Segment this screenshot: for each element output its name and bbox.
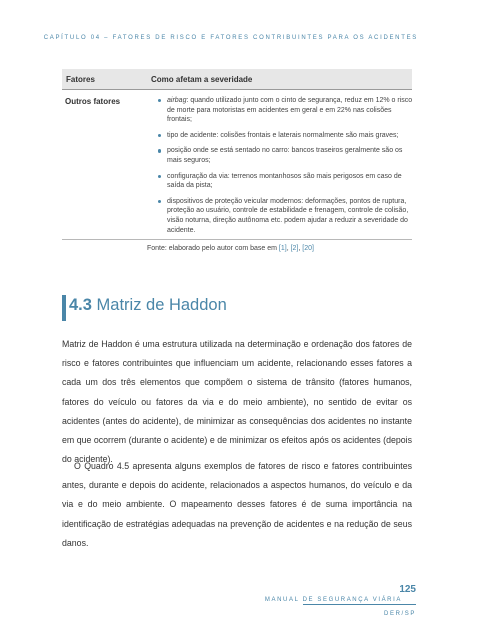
body-paragraph-1: Matriz de Haddon é uma estrutura utilizada na determinação e ordenação dos fatores de risco e fatores contribuintes que influenciam um acidente, relacionando esses fatores a cada um dos três elementos que compõem o sistema de trânsito (fatores humanos, fatores do veículo ou fatores da via e do meio ambiente), no sentido de evitar os acidentes (antes do acidente), de minimizar as consequências dos acidentes no instante em que ocorrem (durante o acidente) e de minimizar os efeitos após os acidentes (depois do acidente).: [62, 339, 412, 465]
footer-manual-title: MANUAL DE SEGURANÇA VIÁRIA: [264, 597, 402, 603]
reference-link-20[interactable]: [20]: [302, 245, 314, 252]
severity-bullet-list: [157, 96, 415, 241]
bullet-text: posição onde se está sentado no carro: bancos traseiros geralmente são os mais seguros;: [167, 147, 403, 164]
page-number: 125: [399, 584, 416, 595]
chapter-header: CAPÍTULO 04 – FATORES DE RISCO E FATORES CONTRIBUINTES PARA OS ACIDENTES: [43, 35, 418, 41]
column-header-severity: Como afetam a severidade: [151, 75, 253, 84]
bullet-item-road-configuration: [157, 172, 415, 191]
airbag-term: airbag: [167, 97, 187, 104]
reference-separator: ,: [298, 245, 303, 252]
table-header-row: [62, 69, 412, 90]
section-heading: [69, 296, 227, 315]
bullet-item-airbag: [157, 96, 415, 125]
bullet-text: configuração da via: terrenos montanhosos são mais perigosos em caso de saída da pista;: [167, 172, 402, 190]
column-header-factors: Fatores: [66, 75, 95, 84]
bullet-text: tipo de acidente: colisões frontais e laterais normalmente são mais graves;: [167, 131, 399, 139]
bullet-text: dispositivos de proteção veicular modernos: deformações, pontos de ruptura, proteção ao usuário, controle de estabilidade e frenagem, controle de colisão, visão noturna, direção autônoma etc. podem ajudar a reduzir a severidade do acidente.: [167, 197, 409, 234]
bullet-item-protection-devices: [157, 197, 415, 235]
body-paragraph-2: O Quadro 4.5 apresenta alguns exemplos de fatores de risco e fatores contribuintes antes, durante e depois do acidente, relacionados a aspectos humanos, do veículo e da via e do meio ambiente. O mapeamento desses fatores é de suma importância na identificação de estratégias adequadas na prevenção de acidentes e na redução de seus danos.: [62, 461, 412, 548]
source-prefix: Fonte: elaborado pelo autor com base em: [147, 245, 279, 252]
reference-separator: ,: [286, 245, 291, 252]
table-bottom-rule: [62, 239, 412, 240]
reference-link-2[interactable]: [2]: [290, 245, 299, 252]
reference-link-1[interactable]: [1]: [278, 245, 287, 252]
section-title: Matriz de Haddon: [96, 296, 227, 314]
section-accent-bar: [62, 295, 66, 321]
footer-organization: DER/SP: [384, 611, 416, 617]
section-number: 4.3: [69, 296, 92, 314]
bullet-item-seat-position: [157, 146, 415, 165]
row-label-other-factors: Outros fatores: [65, 97, 121, 106]
footer-rule: [303, 604, 416, 605]
bullet-text: : quando utilizado junto com o cinto de segurança, reduz em 12% o risco de morte para motoristas em acidentes em geral e em 22% nas colisões frontais;: [167, 97, 413, 124]
table-source-note: [147, 245, 314, 252]
bullet-item-accident-type: [157, 131, 415, 141]
